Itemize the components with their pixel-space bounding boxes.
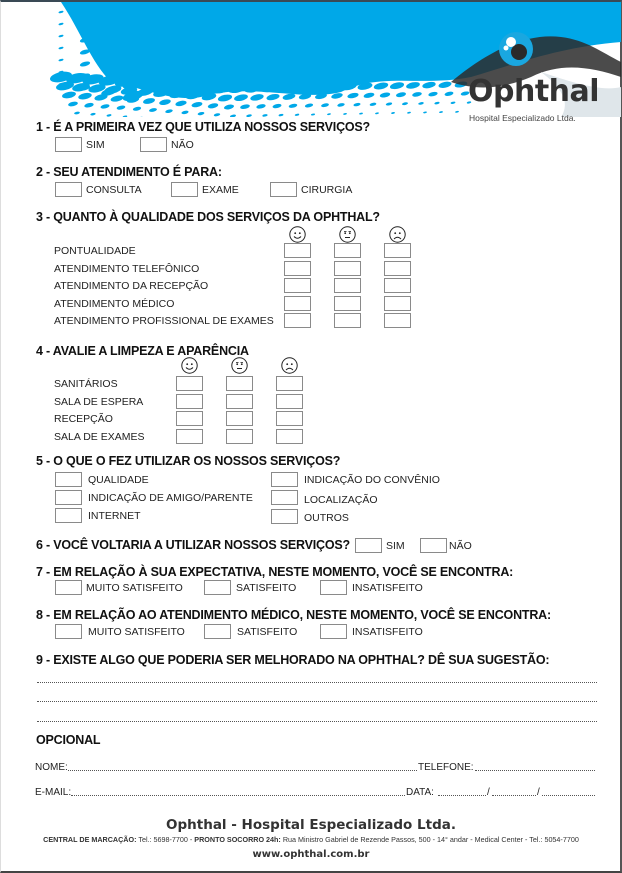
date-day-field[interactable] [438,795,486,796]
q5-option-label: QUALIDADE [88,474,149,486]
q4-rating-checkbox[interactable] [226,429,253,444]
q4-rating-checkbox[interactable] [276,394,303,409]
q4-rating-checkbox[interactable] [176,411,203,426]
q4-rating-checkbox[interactable] [276,429,303,444]
brand-subtitle: Hospital Especializado Ltda. [469,113,576,123]
address: Rua Ministro Gabriel de Rezende Passos, 500 - 14° andar - Medical Center - Tel.: 5054-7700 [280,835,579,844]
q2-option-label: EXAME [202,184,239,196]
footer-contact-info [1,835,621,844]
q5-option-label: OUTROS [304,512,349,524]
q7-muito-satisfeito-checkbox[interactable] [55,580,82,595]
date-month-field[interactable] [492,795,536,796]
date-label: DATA: [406,787,434,798]
q4-rating-checkbox[interactable] [226,411,253,426]
suggestion-line-1[interactable] [37,682,597,683]
q4-rating-checkbox[interactable] [276,411,303,426]
q3-rating-checkbox[interactable] [334,278,361,293]
q6-nao-checkbox[interactable] [420,538,447,553]
footer-title: Ophthal - Hospital Especializado Ltda. [166,817,456,833]
q2-option-label: CONSULTA [86,184,142,196]
q3-rating-checkbox[interactable] [384,278,411,293]
question-5-title: 5 - O QUE O FEZ UTILIZAR OS NOSSOS SERVIÇOS? [36,454,341,468]
question-4-title: 4 - AVALIE A LIMPEZA E APARÊNCIA [36,344,249,358]
q4-row-label: SALA DE ESPERA [54,395,144,408]
suggestion-line-3[interactable] [37,721,597,722]
q3-rating-checkbox[interactable] [384,313,411,328]
q2-consulta-checkbox[interactable] [55,182,82,197]
q3-rating-checkbox[interactable] [284,261,311,276]
neutral-face-icon [339,226,356,243]
q4-row-label: SALA DE EXAMES [54,430,145,443]
date-separator: / [537,787,540,798]
q3-row-label: PONTUALIDADE [54,245,136,257]
q3-rating-checkbox[interactable] [384,296,411,311]
q7-option-label: SATISFEITO [236,582,297,594]
emergency-label: PRONTO SOCORRO 24h: [194,835,281,844]
q5-option-label: INDICAÇÃO DO CONVÊNIO [304,474,440,486]
q1-option-label: NÃO [171,139,194,151]
q3-row-label: ATENDIMENTO TELEFÔNICO [54,262,200,275]
question-2-title: 2 - SEU ATENDIMENTO É PARA: [36,165,222,179]
q4-rating-checkbox[interactable] [176,376,203,391]
q3-rating-checkbox[interactable] [284,278,311,293]
q2-option-label: CIRURGIA [301,184,353,196]
happy-face-icon [181,357,198,374]
email-label: E-MAIL: [35,787,72,798]
q3-rating-checkbox[interactable] [384,243,411,258]
q3-rating-checkbox[interactable] [284,313,311,328]
happy-face-icon [289,226,306,243]
q8-option-label: INSATISFEITO [352,626,423,638]
q3-rating-checkbox[interactable] [284,243,311,258]
optional-section-title: OPCIONAL [36,733,101,747]
date-separator: / [487,787,490,798]
q3-rating-checkbox[interactable] [334,296,361,311]
name-label: NOME: [35,762,68,773]
date-year-field[interactable] [542,795,595,796]
central-label: CENTRAL DE MARCAÇÃO: [43,835,137,844]
q5-indicacao-convenio-checkbox[interactable] [271,472,298,487]
q4-rating-checkbox[interactable] [176,429,203,444]
q2-exame-checkbox[interactable] [171,182,198,197]
q5-indicacao-amigo-checkbox[interactable] [55,490,82,505]
email-field[interactable] [71,795,405,796]
sad-face-icon [281,357,298,374]
q6-option-label: SIM [386,540,405,552]
q4-rating-checkbox[interactable] [226,376,253,391]
question-3-title: 3 - QUANTO À QUALIDADE DOS SERVIÇOS DA OPHTHAL? [36,210,380,224]
q5-qualidade-checkbox[interactable] [55,472,82,487]
q5-option-label: INTERNET [88,510,141,522]
q5-option-label: LOCALIZAÇÃO [304,494,378,506]
suggestion-line-2[interactable] [37,701,597,702]
q7-insatisfeito-checkbox[interactable] [320,580,347,595]
q4-row-label: RECEPÇÃO [54,413,113,425]
q5-internet-checkbox[interactable] [55,508,82,523]
q3-rating-checkbox[interactable] [384,261,411,276]
q3-rating-checkbox[interactable] [334,243,361,258]
name-field[interactable] [68,770,417,771]
q4-rating-checkbox[interactable] [176,394,203,409]
q7-satisfeito-checkbox[interactable] [204,580,231,595]
question-1-title: 1 - É A PRIMEIRA VEZ QUE UTILIZA NOSSOS SERVIÇOS? [36,120,370,134]
q7-option-label: INSATISFEITO [352,582,423,594]
phone-label: TELEFONE: [418,762,474,773]
website-link[interactable]: www.ophthal.com.br [252,849,370,860]
q6-sim-checkbox[interactable] [355,538,382,553]
q5-localizacao-checkbox[interactable] [271,490,298,505]
q4-rating-checkbox[interactable] [226,394,253,409]
brand-logo: Ophthal [468,74,600,109]
question-6-title: 6 - VOCÊ VOLTARIA A UTILIZAR NOSSOS SERVIÇOS? [36,538,350,552]
q3-rating-checkbox[interactable] [334,261,361,276]
q1-option-nao-checkbox[interactable] [140,137,167,152]
q7-option-label: MUITO SATISFEITO [86,582,183,594]
neutral-face-icon [231,357,248,374]
question-8-title: 8 - EM RELAÇÃO AO ATENDIMENTO MÉDICO, NESTE MOMENTO, VOCÊ SE ENCONTRA: [36,608,551,622]
q5-option-label: INDICAÇÃO DE AMIGO/PARENTE [88,492,253,504]
central-phone: Tel.: 5698-7700 - [136,835,195,844]
phone-field[interactable] [475,770,595,771]
q1-option-sim-checkbox[interactable] [55,137,82,152]
q3-rating-checkbox[interactable] [284,296,311,311]
question-9-title: 9 - EXISTE ALGO QUE PODERIA SER MELHORADO NA OPHTHAL? DÊ SUA SUGESTÃO: [36,653,550,667]
q8-insatisfeito-checkbox[interactable] [320,624,347,639]
q3-row-label: ATENDIMENTO DA RECEPÇÃO [54,280,209,292]
q6-option-label: NÃO [449,540,472,552]
q3-row-label: ATENDIMENTO MÉDICO [54,297,175,310]
question-7-title: 7 - EM RELAÇÃO À SUA EXPECTATIVA, NESTE MOMENTO, VOCÊ SE ENCONTRA: [36,565,514,579]
q4-row-label: SANITÁRIOS [54,378,118,390]
q8-muito-satisfeito-checkbox[interactable] [55,624,82,639]
q8-satisfeito-checkbox[interactable] [204,624,231,639]
sad-face-icon [389,226,406,243]
q3-rating-checkbox[interactable] [334,313,361,328]
q1-option-label: SIM [86,139,105,151]
q8-option-label: SATISFEITO [237,626,298,638]
q2-cirurgia-checkbox[interactable] [270,182,297,197]
q4-rating-checkbox[interactable] [276,376,303,391]
q3-row-label: ATENDIMENTO PROFISSIONAL DE EXAMES [54,315,274,327]
q8-option-label: MUITO SATISFEITO [88,626,185,638]
q5-outros-checkbox[interactable] [271,509,298,524]
